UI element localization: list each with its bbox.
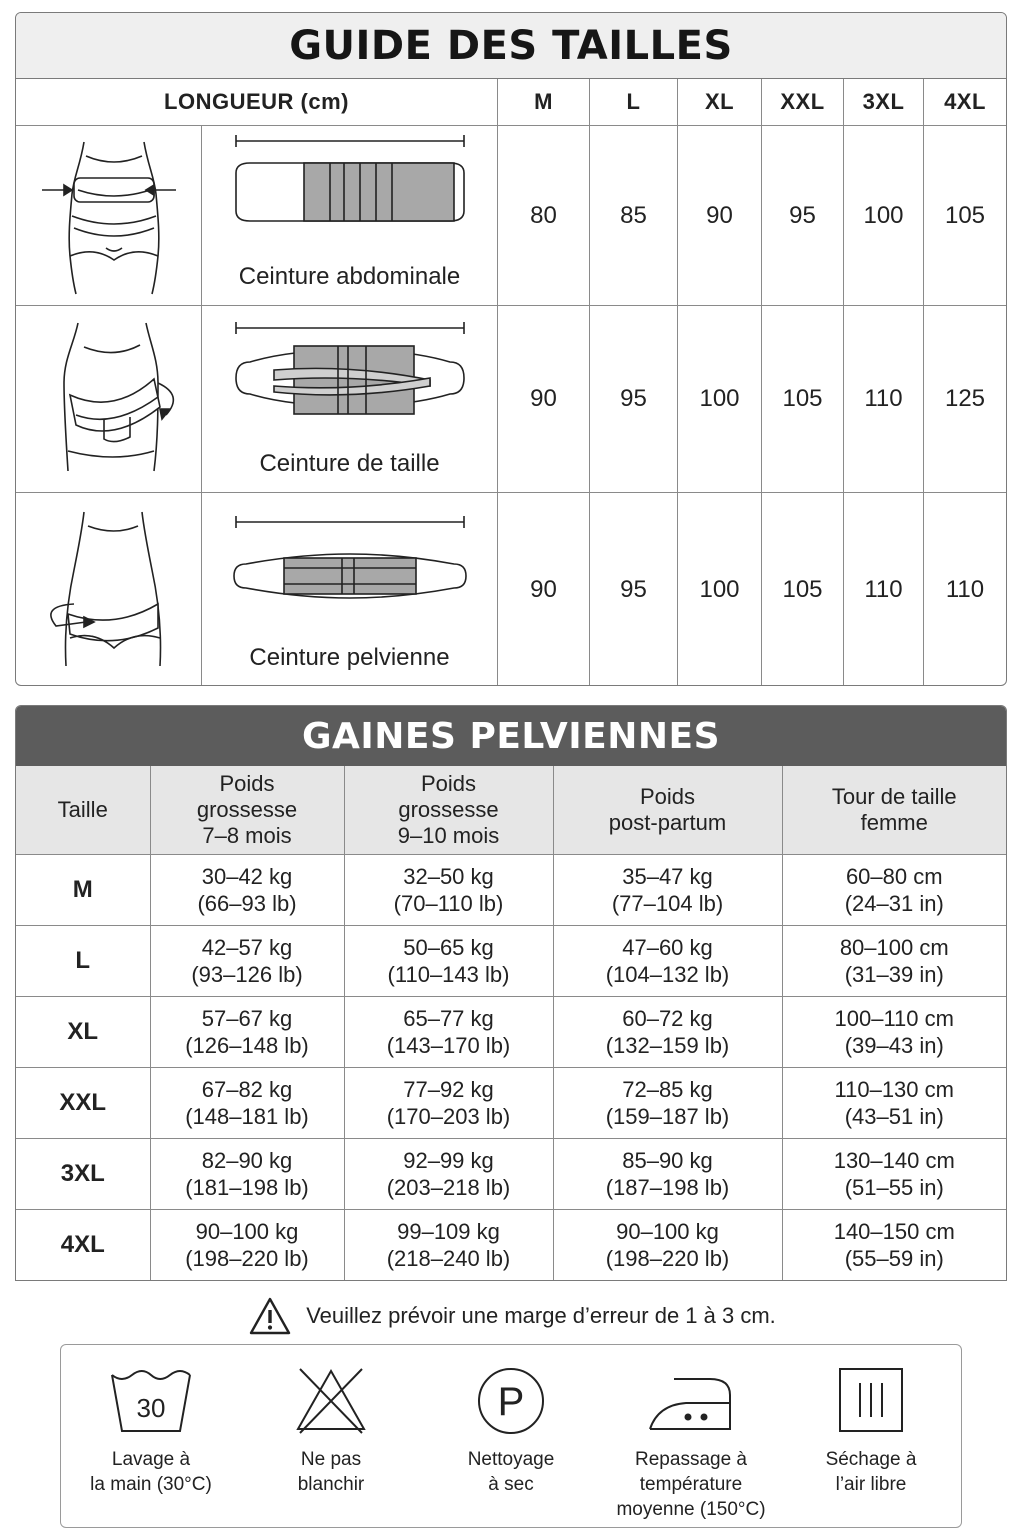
column-header: Poids post-partum	[553, 766, 782, 854]
pelvic-value-xl: 100	[678, 493, 762, 686]
size-cell: M	[16, 854, 150, 925]
pelvic-sheath-title: GAINES PELVIENNES	[16, 706, 1006, 766]
care-item-hand-wash	[66, 1365, 236, 1497]
abdominal-belt-cell	[202, 126, 498, 306]
wash-temp-label: 30	[136, 1393, 166, 1423]
line-dry-icon	[826, 1365, 916, 1437]
table-cell: 30–42 kg (66–93 lb)	[150, 854, 344, 925]
pelvic-value-l: 95	[590, 493, 678, 686]
error-margin-notice	[0, 1292, 1024, 1340]
table-cell: 77–92 kg (170–203 lb)	[344, 1067, 553, 1138]
size-header-4xl: 4XL	[924, 79, 1006, 126]
size-header-l: L	[590, 79, 678, 126]
table-cell: 80–100 cm (31–39 in)	[782, 925, 1006, 996]
abdominal-value-xl: 90	[678, 126, 762, 306]
abdominal-belt-icon	[230, 133, 470, 253]
table-cell: 82–90 kg (181–198 lb)	[150, 1138, 344, 1209]
waist-belt-cell	[202, 306, 498, 493]
abdominal-value-4xl: 105	[924, 126, 1006, 306]
table-cell: 90–100 kg (198–220 lb)	[150, 1209, 344, 1280]
table-cell: 50–65 kg (110–143 lb)	[344, 925, 553, 996]
table-row	[16, 854, 1006, 925]
belt-name-pelvic: Ceinture pelvienne	[249, 644, 450, 671]
abdominal-value-3xl: 100	[844, 126, 924, 306]
pelvic-body-illustration-cell	[16, 493, 202, 686]
table-row	[16, 925, 1006, 996]
care-item-iron	[606, 1365, 776, 1522]
abdominal-value-l: 85	[590, 126, 678, 306]
care-item-line-dry	[786, 1365, 956, 1497]
table-cell: 85–90 kg (187–198 lb)	[553, 1138, 782, 1209]
table-cell: 99–109 kg (218–240 lb)	[344, 1209, 553, 1280]
pelvic-sheath-table	[15, 705, 1007, 1281]
size-guide-title: GUIDE DES TAILLES	[16, 13, 1006, 79]
column-header: Poids grossesse 7–8 mois	[150, 766, 344, 854]
size-header-m: M	[498, 79, 590, 126]
table-cell: 60–80 cm (24–31 in)	[782, 854, 1006, 925]
notice-text: Veuillez prévoir une marge d’erreur de 1 à 3 cm.	[306, 1303, 776, 1328]
size-header-xxl: XXL	[762, 79, 844, 126]
table-cell: 72–85 kg (159–187 lb)	[553, 1067, 782, 1138]
care-item-dry-clean	[426, 1365, 596, 1497]
size-cell: L	[16, 925, 150, 996]
table-cell: 65–77 kg (143–170 lb)	[344, 996, 553, 1067]
pelvic-value-m: 90	[498, 493, 590, 686]
pelvic-belt-cell	[202, 493, 498, 686]
pelvic-header-row	[16, 766, 1006, 854]
pelvic-sheath-grid	[16, 766, 1006, 1280]
table-row	[16, 996, 1006, 1067]
table-cell: 130–140 cm (51–55 in)	[782, 1138, 1006, 1209]
table-cell: 35–47 kg (77–104 lb)	[553, 854, 782, 925]
waist-belt-icon	[230, 320, 470, 440]
table-cell: 60–72 kg (132–159 lb)	[553, 996, 782, 1067]
column-header: Tour de taille femme	[782, 766, 1006, 854]
waist-value-4xl: 125	[924, 306, 1006, 493]
table-cell: 92–99 kg (203–218 lb)	[344, 1138, 553, 1209]
size-cell: 3XL	[16, 1138, 150, 1209]
table-cell: 67–82 kg (148–181 lb)	[150, 1067, 344, 1138]
care-label: Lavage à la main (30°C)	[90, 1449, 212, 1495]
warning-icon	[248, 1296, 292, 1336]
size-guide-grid	[16, 79, 1006, 686]
care-label: Séchage à l’air libre	[825, 1449, 917, 1495]
waist-value-l: 95	[590, 306, 678, 493]
table-cell: 140–150 cm (55–59 in)	[833, 1218, 955, 1271]
belt-name-waist: Ceinture de taille	[259, 450, 440, 477]
length-header: LONGUEUR (cm)	[16, 79, 498, 126]
belt-name-abdominal: Ceinture abdominale	[238, 263, 461, 290]
waist-body-icon	[34, 319, 184, 479]
size-cell: XXL	[16, 1067, 150, 1138]
abdominal-body-icon	[34, 136, 184, 296]
table-row	[16, 1067, 1006, 1138]
care-label: Repassage à température moyenne (150°C)	[616, 1449, 766, 1520]
abdominal-value-xxl: 95	[762, 126, 844, 306]
table-cell: 42–57 kg (93–126 lb)	[150, 925, 344, 996]
iron-medium-icon	[646, 1365, 736, 1437]
pelvic-value-xxl: 105	[762, 493, 844, 686]
abdominal-body-illustration-cell	[16, 126, 202, 306]
table-row	[16, 1138, 1006, 1209]
abdominal-value-m: 80	[498, 126, 590, 306]
table-cell: 110–130 cm (43–51 in)	[782, 1067, 1006, 1138]
pelvic-body-icon	[34, 510, 184, 670]
table-row	[16, 1209, 1006, 1280]
pelvic-value-3xl: 110	[844, 493, 924, 686]
pelvic-belt-icon	[230, 514, 470, 634]
care-label: Nettoyage à sec	[467, 1449, 555, 1495]
column-header: Taille	[16, 766, 150, 854]
table-cell: 100–110 cm (39–43 in)	[782, 996, 1006, 1067]
table-cell: 90–100 kg (198–220 lb)	[553, 1209, 782, 1280]
waist-value-xl: 100	[678, 306, 762, 493]
waist-value-3xl: 110	[844, 306, 924, 493]
table-cell: 47–60 kg (104–132 lb)	[553, 925, 782, 996]
table-cell: 57–67 kg (126–148 lb)	[150, 996, 344, 1067]
hand-wash-30-icon	[106, 1365, 196, 1437]
dry-clean-icon	[466, 1365, 556, 1437]
waist-body-illustration-cell	[16, 306, 202, 493]
care-item-no-bleach	[246, 1365, 416, 1497]
pelvic-value-4xl: 110	[945, 575, 985, 603]
table-cell: 32–50 kg (70–110 lb)	[344, 854, 553, 925]
waist-value-m: 90	[498, 306, 590, 493]
waist-value-xxl: 105	[762, 306, 844, 493]
dry-clean-letter: P	[497, 1380, 525, 1424]
size-guide-table	[15, 12, 1007, 686]
care-instructions	[60, 1344, 962, 1528]
size-cell: XL	[16, 996, 150, 1067]
no-bleach-icon	[286, 1365, 376, 1437]
column-header: Poids grossesse 9–10 mois	[344, 766, 553, 854]
size-header-xl: XL	[678, 79, 762, 126]
care-label: Ne pas blanchir	[297, 1449, 365, 1495]
size-cell: 4XL	[16, 1209, 150, 1280]
size-header-3xl: 3XL	[844, 79, 924, 126]
